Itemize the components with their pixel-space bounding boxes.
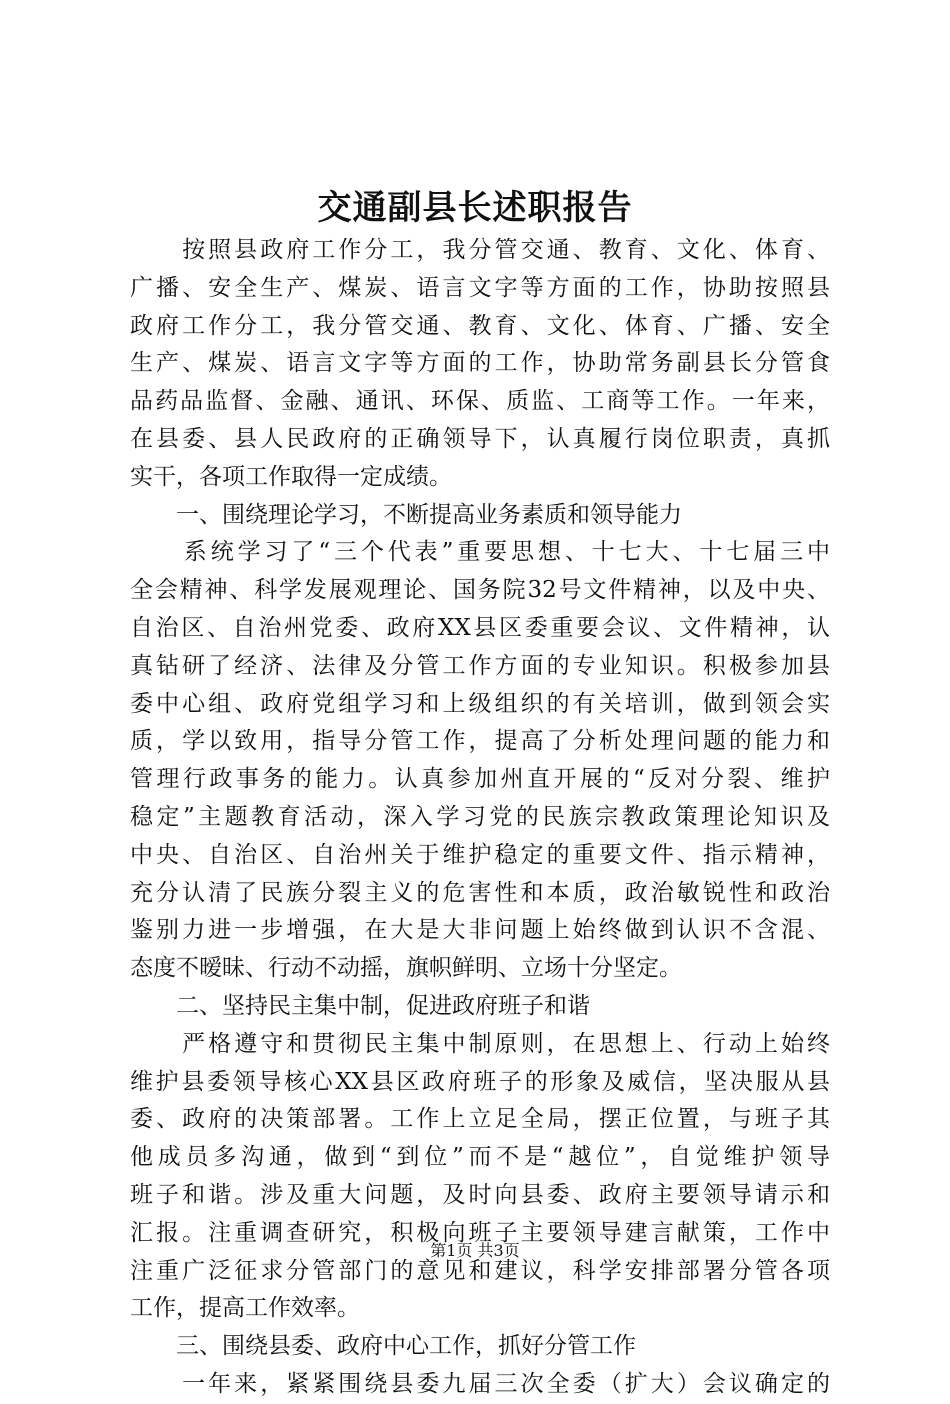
text-line: 维护县委领导核心XX县区政府班子的形象及威信，坚决服从县 <box>130 1068 830 1095</box>
text-line: 委中心组、政府党组学习和上级组织的有关培训，做到领会实 <box>130 690 830 717</box>
text-line: 真钻研了经济、法律及分管工作方面的专业知识。积极参加县 <box>130 652 830 679</box>
text-line: 二、坚持民主集中制，促进政府班子和谐 <box>130 992 590 1019</box>
text-line: 全会精神、科学发展观理论、国务院32号文件精神，以及中央、 <box>130 577 830 604</box>
text-line: 稳定”主题教育活动，深入学习党的民族宗教政策理论知识及 <box>130 803 830 830</box>
text-line: 充分认清了民族分裂主义的危害性和本质，政治敏锐性和政治 <box>130 879 830 906</box>
text-line: 注重广泛征求分管部门的意见和建议，科学安排部署分管各项 <box>130 1257 830 1284</box>
text-line: 质，学以致用，指导分管工作，提高了分析处理问题的能力和 <box>130 728 830 755</box>
text-line: 自治区、自治州党委、政府XX县区委重要会议、文件精神，认 <box>130 614 830 641</box>
text-line: 委、政府的决策部署。工作上立足全局，摆正位置，与班子其 <box>130 1106 830 1133</box>
text-line: 管理行政事务的能力。认真参加州直开展的“反对分裂、维护 <box>130 766 830 793</box>
text-line: 按照县政府工作分工，我分管交通、教育、文化、体育、 <box>130 237 830 263</box>
text-line: 系统学习了“三个代表”重要思想、十七大、十七届三中 <box>130 539 830 566</box>
text-line: 严格遵守和贯彻民主集中制原则，在思想上、行动上始终 <box>130 1030 830 1057</box>
text-line: 汇报。注重调查研究，积极向班子主要领导建言献策，工作中 <box>130 1219 830 1246</box>
text-line: 态度不暧昧、行动不动摇，旗帜鲜明、立场十分坚定。 <box>130 955 682 982</box>
text-line: 他成员多沟通，做到“到位”而不是“越位”，自觉维护领导 <box>130 1144 830 1171</box>
text-line: 班子和谐。涉及重大问题，及时向县委、政府主要领导请示和 <box>130 1181 830 1208</box>
text-line: 一年来，紧紧围绕县委九届三次全委（扩大）会议确定的 <box>130 1370 830 1397</box>
text-line: 工作，提高工作效率。 <box>130 1295 360 1322</box>
page-footer: 第1页 共3页 <box>430 1241 520 1260</box>
text-line: 一、围绕理论学习，不断提高业务素质和领导能力 <box>130 501 682 528</box>
text-line: 鉴别力进一步增强，在大是大非问题上始终做到认识不含混、 <box>130 917 830 944</box>
text-line: 政府工作分工，我分管交通、教育、文化、体育、广播、安全 <box>130 312 830 339</box>
text-line: 广播、安全生产、煤炭、语言文字等方面的工作，协助按照县 <box>130 274 830 301</box>
document-title: 交通副县长述职报告 <box>317 188 633 228</box>
document-body <box>130 232 830 1404</box>
text-line: 中央、自治区、自治州关于维护稳定的重要文件、指示精神， <box>130 841 830 868</box>
text-line: 在县委、县人民政府的正确领导下，认真履行岗位职责，真抓 <box>130 425 830 452</box>
text-line: 品药品监督、金融、通讯、环保、质监、工商等工作。一年来， <box>130 388 830 415</box>
text-line: 生产、煤炭、语言文字等方面的工作，协助常务副县长分管食 <box>130 350 830 377</box>
text-line: 三、围绕县委、政府中心工作，抓好分管工作 <box>130 1333 636 1360</box>
text-line: 实干，各项工作取得一定成绩。 <box>130 463 452 490</box>
